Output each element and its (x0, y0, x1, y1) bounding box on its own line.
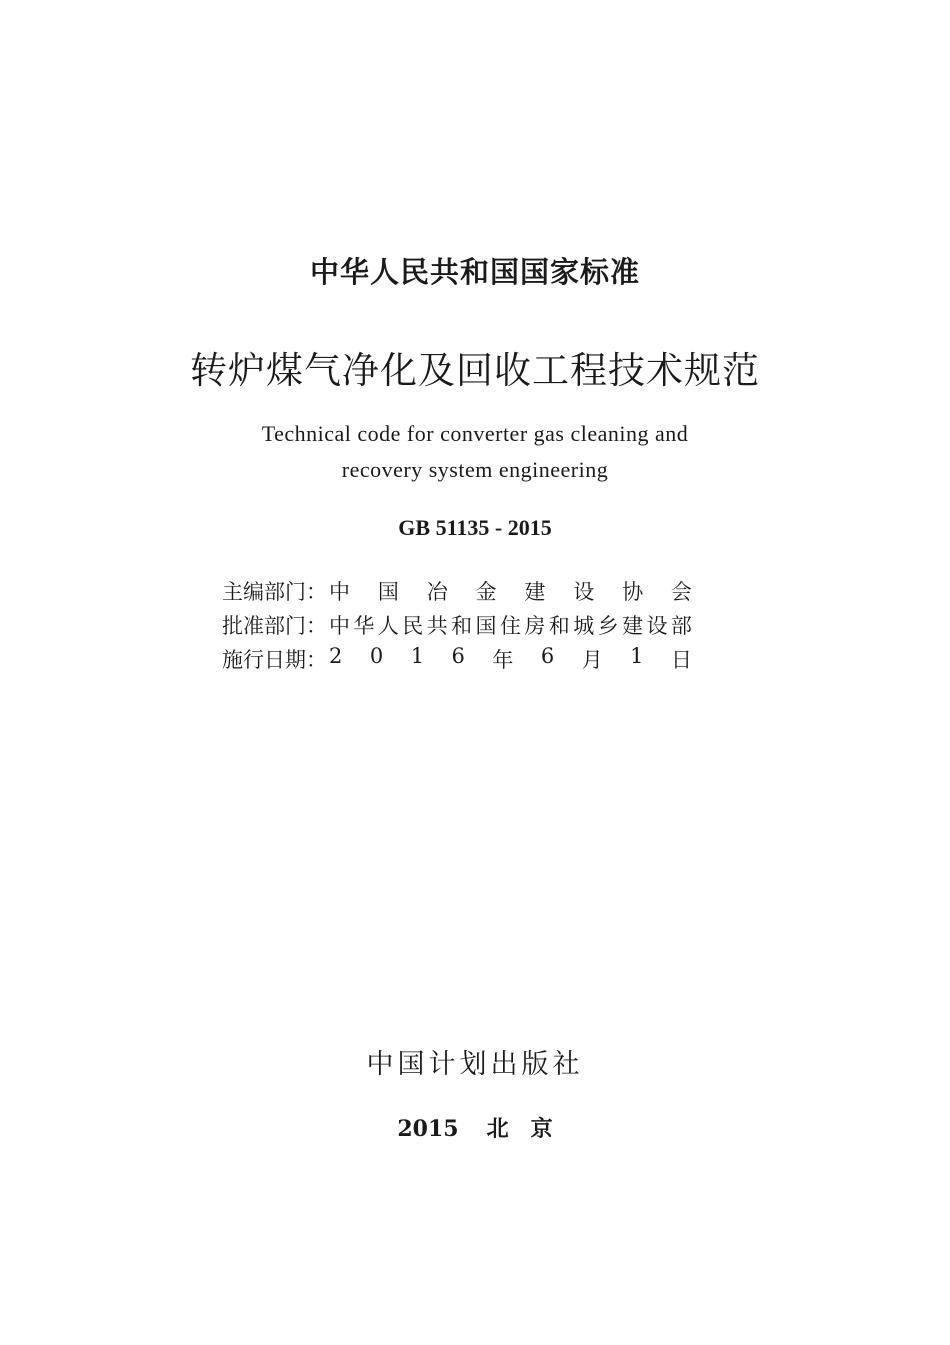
approver-label: 批准部门： (222, 614, 327, 638)
info-char: 2 (329, 644, 343, 668)
info-char: 中 (329, 614, 350, 638)
info-char: 共 (426, 614, 448, 638)
info-char: 设 (573, 580, 595, 604)
info-char: 国 (377, 580, 399, 604)
effective-date-label: 施行日期： (222, 648, 327, 672)
info-char: 冶 (426, 580, 448, 604)
standard-code: GB 51135 - 2015 (398, 515, 552, 540)
info-char: 设 (646, 614, 668, 638)
standard-series-title: 中华人民共和国国家标准 (309, 255, 640, 289)
document-title-english (0, 416, 950, 488)
title-en-line1: Technical code for converter gas cleaning and (261, 421, 689, 446)
approver-value (329, 610, 692, 640)
info-char: 和 (451, 614, 473, 638)
info-char: 年 (492, 648, 514, 672)
info-char: 城 (573, 614, 595, 638)
info-char: 月 (581, 648, 603, 672)
info-char: 住 (499, 614, 521, 638)
publisher-name: 中国计划出版社 (366, 1049, 584, 1080)
info-char: 0 (369, 644, 384, 668)
info-char: 6 (451, 644, 465, 668)
info-char: 6 (540, 644, 555, 668)
effective-date-value (329, 644, 692, 674)
info-char: 乡 (597, 614, 619, 638)
info-char: 协 (622, 580, 644, 604)
document-title-chinese: 转炉煤气净化及回收工程技术规范 (190, 349, 760, 392)
info-char: 部 (670, 614, 692, 638)
effective-date-row (222, 642, 692, 676)
publication-place-year (0, 1112, 950, 1143)
editor-label: 主编部门： (222, 580, 327, 604)
info-char: 建 (524, 580, 546, 604)
info-char: 人 (377, 614, 399, 638)
title-en-line2: recovery system engineering (341, 457, 609, 482)
info-char: 民 (402, 614, 424, 638)
editor-value (329, 576, 692, 606)
info-char: 金 (475, 580, 497, 604)
info-char: 日 (671, 648, 692, 672)
approver-row (222, 608, 692, 642)
publication-city: 北 京 (486, 1116, 553, 1142)
editor-row (222, 574, 692, 608)
publication-year: 2015 (397, 1116, 459, 1142)
info-char: 会 (670, 580, 692, 604)
info-char: 国 (475, 614, 497, 638)
info-char: 华 (353, 614, 375, 638)
info-char: 1 (410, 644, 425, 668)
info-char: 建 (622, 614, 644, 638)
info-char: 房 (524, 614, 546, 638)
info-char: 和 (548, 614, 570, 638)
info-char: 中 (329, 580, 350, 604)
info-char: 1 (630, 644, 644, 668)
publication-info (222, 574, 692, 676)
